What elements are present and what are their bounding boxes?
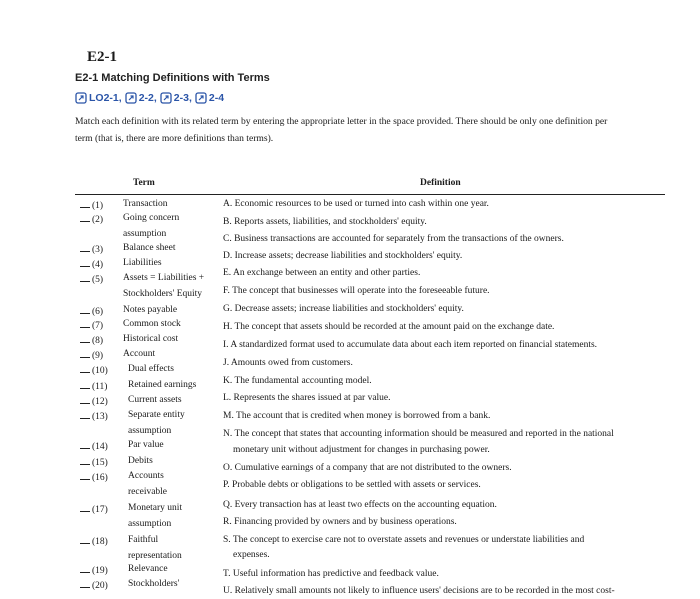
term-number: (17): [92, 505, 108, 515]
answer-blank[interactable]: [80, 258, 90, 267]
definition-item: B. Reports assets, liabilities, and stockholders' equity.: [223, 217, 427, 227]
term-row: [80, 273, 103, 285]
term-row: [80, 305, 103, 317]
definition-item: D. Increase assets; decrease liabilities and stockholders' equity.: [223, 251, 463, 261]
definition-item: expenses.: [233, 550, 270, 560]
term-row: [80, 410, 108, 422]
answer-blank[interactable]: [80, 349, 90, 358]
answer-blank[interactable]: [80, 579, 90, 588]
answer-blank[interactable]: [80, 243, 90, 252]
term-row: [80, 334, 103, 346]
term-row: [80, 503, 108, 515]
definition-item: C. Business transactions are accounted for separately from the transactions of the owners.: [223, 234, 564, 244]
definition-item: M. The account that is credited when money is borrowed from a bank.: [223, 411, 491, 421]
term-label: Balance sheet: [123, 243, 176, 253]
lo-label: 2-2,: [138, 92, 157, 104]
answer-blank[interactable]: [80, 503, 90, 512]
term-label: assumption: [123, 229, 167, 239]
link-icon: [195, 92, 207, 104]
term-label: Assets = Liabilities +: [123, 273, 205, 283]
answer-blank[interactable]: [80, 213, 90, 222]
term-label: Going concern: [123, 213, 180, 223]
term-label: Separate entity: [128, 410, 185, 420]
answer-blank[interactable]: [80, 564, 90, 573]
definition-column-header: Definition: [420, 178, 461, 188]
answer-blank[interactable]: [80, 273, 90, 282]
term-label: Historical cost: [123, 334, 179, 344]
term-label: Liabilities: [123, 258, 162, 268]
definition-item: J. Amounts owed from customers.: [223, 358, 353, 368]
term-label: assumption: [128, 519, 172, 529]
term-row: [80, 456, 108, 468]
term-label: representation: [128, 551, 182, 561]
definition-item: E. An exchange between an entity and other parties.: [223, 268, 421, 278]
term-number: (14): [92, 442, 108, 452]
term-label: Relevance: [128, 564, 168, 574]
term-column-header: Term: [133, 178, 155, 188]
term-label: Account: [123, 349, 156, 359]
term-number: (16): [92, 473, 108, 483]
term-number: (20): [92, 581, 108, 591]
term-label: Current assets: [128, 395, 182, 405]
term-label: Monetary unit: [128, 503, 183, 513]
term-row: [80, 440, 108, 452]
learning-objectives: [75, 92, 227, 104]
answer-blank[interactable]: [80, 380, 90, 389]
header-rule: [75, 194, 665, 195]
answer-blank[interactable]: [80, 199, 90, 208]
term-label: Par value: [128, 440, 164, 450]
term-number: (10): [92, 366, 108, 376]
definition-item: monetary unit without adjustment for changes in purchasing power.: [233, 445, 490, 455]
definition-item: G. Decrease assets; increase liabilities and stockholders' equity.: [223, 304, 464, 314]
answer-blank[interactable]: [80, 334, 90, 343]
term-number: (19): [92, 566, 108, 576]
term-number: (18): [92, 537, 108, 547]
link-icon: [160, 92, 172, 104]
answer-blank[interactable]: [80, 364, 90, 373]
instructions: [75, 113, 665, 147]
term-row: [80, 471, 108, 483]
lo-link-4[interactable]: [195, 92, 224, 104]
term-number: (2): [92, 215, 104, 225]
term-row: [80, 564, 108, 576]
definition-item: L. Represents the shares issued at par value.: [223, 393, 391, 403]
term-row: [80, 213, 103, 225]
term-row: [80, 579, 108, 591]
lo-link-2[interactable]: [125, 92, 157, 104]
term-label: Transaction: [123, 199, 168, 209]
lo-label: LO2-1,: [89, 92, 122, 104]
term-number: (15): [92, 458, 108, 468]
definition-item: K. The fundamental accounting model.: [223, 376, 372, 386]
term-number: (12): [92, 397, 108, 407]
term-number: (1): [92, 201, 104, 211]
answer-blank[interactable]: [80, 535, 90, 544]
answer-blank[interactable]: [80, 319, 90, 328]
instructions-line: Match each definition with its related term by entering the appropriate letter in the space provided. There should be only one definition per: [75, 116, 608, 127]
answer-blank[interactable]: [80, 440, 90, 449]
lo-label: 2-4: [208, 92, 225, 104]
term-row: [80, 535, 108, 547]
definition-item: N. The concept that states that accounting information should be measured and reported in the national: [223, 429, 614, 439]
term-label: assumption: [128, 426, 172, 436]
lo-link-1[interactable]: [75, 92, 122, 104]
term-row: [80, 243, 103, 255]
answer-blank[interactable]: [80, 471, 90, 480]
term-row: [80, 380, 107, 392]
answer-blank[interactable]: [80, 410, 90, 419]
answer-blank[interactable]: [80, 305, 90, 314]
definition-item: A. Economic resources to be used or turned into cash within one year.: [223, 199, 489, 209]
term-row: [80, 258, 103, 270]
term-number: (11): [92, 382, 108, 392]
definition-item: S. The concept to exercise care not to overstate assets and revenues or understate liabilities and: [223, 535, 585, 545]
definition-item: H. The concept that assets should be recorded at the amount paid on the exchange date.: [223, 322, 555, 332]
term-number: (4): [92, 260, 104, 270]
definition-item: O. Cumulative earnings of a company that are not distributed to the owners.: [223, 463, 512, 473]
term-label: Common stock: [123, 319, 181, 329]
exercise-subtitle: E2-1 Matching Definitions with Terms: [75, 72, 270, 84]
term-row: [80, 319, 103, 331]
exercise-heading: E2-1: [87, 49, 117, 65]
term-number: (6): [92, 307, 104, 317]
definition-item: P. Probable debts or obligations to be settled with assets or services.: [223, 480, 481, 490]
term-number: (5): [92, 275, 104, 285]
term-label: Retained earnings: [128, 380, 197, 390]
term-label: receivable: [128, 487, 168, 497]
term-number: (9): [92, 351, 104, 361]
term-label: Notes payable: [123, 305, 178, 315]
link-icon: [125, 92, 137, 104]
definition-item: F. The concept that businesses will operate into the foreseeable future.: [223, 286, 490, 296]
definition-item: Q. Every transaction has at least two effects on the accounting equation.: [223, 500, 497, 510]
term-label: Stockholders': [128, 579, 180, 589]
lo-label: 2-3,: [173, 92, 192, 104]
term-label: Accounts: [128, 471, 164, 481]
term-number: (3): [92, 245, 104, 255]
term-label: Stockholders' Equity: [123, 289, 203, 299]
term-row: [80, 395, 108, 407]
term-number: (8): [92, 336, 104, 346]
definition-item: I. A standardized format used to accumulate data about each item reported on financial statements.: [223, 340, 598, 350]
definition-item: U. Relatively small amounts not likely to influence users' decisions are to be recorded in the most cost-: [223, 586, 615, 596]
term-row: [80, 364, 108, 376]
term-number: (13): [92, 412, 108, 422]
definition-item: T. Useful information has predictive and feedback value.: [223, 569, 439, 579]
answer-blank[interactable]: [80, 395, 90, 404]
term-label: Dual effects: [128, 364, 174, 374]
term-label: Debits: [128, 456, 153, 466]
definition-item: R. Financing provided by owners and by business operations.: [223, 517, 457, 527]
term-row: [80, 199, 103, 211]
answer-blank[interactable]: [80, 456, 90, 465]
term-label: Faithful: [128, 535, 159, 545]
term-row: [80, 349, 103, 361]
link-icon: [75, 92, 87, 104]
lo-link-3[interactable]: [160, 92, 192, 104]
term-number: (7): [92, 321, 104, 331]
instructions-line: term (that is, there are more definitions than terms).: [75, 133, 274, 144]
